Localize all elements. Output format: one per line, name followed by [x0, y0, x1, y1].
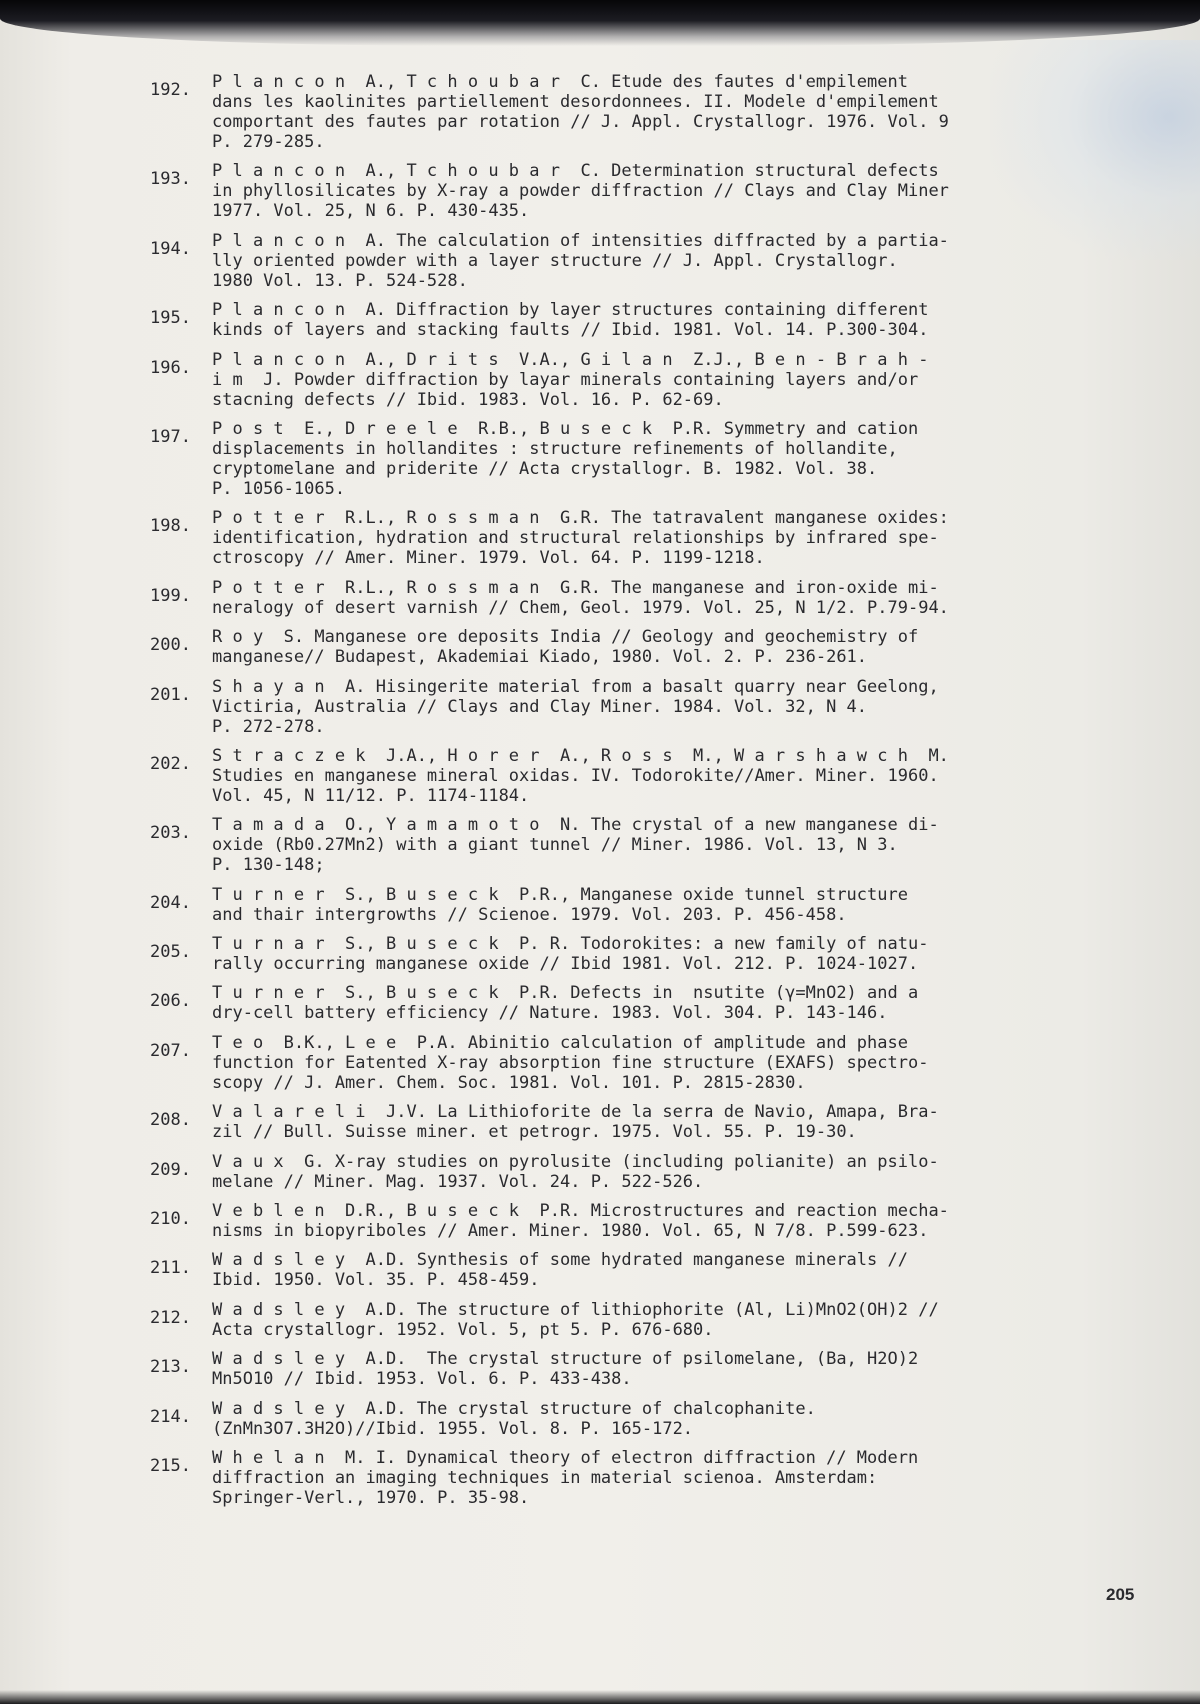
- reference-text: P o t t e r R.L., R o s s m a n G.R. The manganese and iron-oxide mi- neralogy of desert varnish // Chem, Geol. 1979. Vol. 25, N 1/2. P.79-94.: [212, 577, 949, 618]
- reference-number: 206.: [150, 991, 191, 1012]
- reference-text: P o t t e r R.L., R o s s m a n G.R. The tatravalent manganese oxides: identification, hydration and structural relationships by infrared spe- ctroscopy // Amer. Miner. 1979. Vol. 64. P. 1199-1218.: [212, 508, 949, 569]
- reference-item: [150, 1448, 1135, 1508]
- reference-item: [150, 1201, 1135, 1241]
- reference-item: [150, 508, 1135, 568]
- reference-text: T u r n a r S., B u s e c k P. R. Todorokites: a new family of natu- rally occurring manganese oxide // Ibid 1981. Vol. 212. P. 1024-1027.: [212, 934, 929, 975]
- reference-number: 199.: [150, 585, 191, 606]
- reference-number: 196.: [150, 357, 191, 378]
- reference-number: 210.: [150, 1209, 191, 1230]
- reference-item: [150, 161, 1135, 221]
- reference-text: W a d s l e y A.D. Synthesis of some hydrated manganese minerals // Ibid. 1950. Vol. 35. P. 458-459.: [212, 1250, 908, 1291]
- reference-number: 194.: [150, 238, 191, 259]
- reference-number: 204.: [150, 892, 191, 913]
- reference-number: 211.: [150, 1258, 191, 1279]
- reference-item: [150, 1152, 1135, 1192]
- reference-text: T u r n e r S., B u s e c k P.R., Manganese oxide tunnel structure and thair intergrowths // Scienoe. 1979. Vol. 203. P. 456-458.: [212, 884, 908, 925]
- reference-list: [150, 72, 1135, 1517]
- reference-number: 195.: [150, 308, 191, 329]
- reference-item: [150, 72, 1135, 152]
- reference-text: S h a y a n A. Hisingerite material from a basalt quarry near Geelong, Victiria, Australia // Clays and Clay Miner. 1984. Vol. 32, N 4. P. 272-278.: [212, 676, 939, 737]
- reference-number: 207.: [150, 1040, 191, 1061]
- reference-text: T a m a d a O., Y a m a m o t o N. The crystal of a new manganese di- oxide (Rb0.27Mn2) with a giant tunnel // Miner. 1986. Vol. 13, N 3. P. 130-148;: [212, 815, 939, 876]
- reference-text: V a u x G. X-ray studies on pyrolusite (including polianite) an psilo- melane // Miner. Mag. 1937. Vol. 24. P. 522-526.: [212, 1151, 939, 1192]
- reference-item: [150, 1102, 1135, 1142]
- reference-item: [150, 627, 1135, 667]
- reference-number: 215.: [150, 1455, 191, 1476]
- reference-text: W a d s l e y A.D. The structure of lithiophorite (Al, Li)MnO2(OH)2 // Acta crystallogr. 1952. Vol. 5, pt 5. P. 676-680.: [212, 1299, 939, 1340]
- reference-text: P o s t E., D r e e l e R.B., B u s e c k P.R. Symmetry and cation displacements in hollandites : structure refinements of hollandite, cryptomelane and priderite // Acta crystallogr. B. 1982. Vol. 38. P. 1056-1065.: [212, 418, 919, 499]
- reference-item: [150, 677, 1135, 737]
- reference-text: P l a n c o n A. Diffraction by layer structures containing different kinds of layers and stacking faults // Ibid. 1981. Vol. 14. P.300-304.: [212, 300, 929, 341]
- reference-number: 209.: [150, 1159, 191, 1180]
- reference-number: 202.: [150, 753, 191, 774]
- reference-item: [150, 746, 1135, 806]
- reference-number: 197.: [150, 426, 191, 447]
- reference-item: [150, 231, 1135, 291]
- reference-item: [150, 419, 1135, 499]
- reference-number: 213.: [150, 1357, 191, 1378]
- reference-text: V a l a r e l i J.V. La Lithioforite de la serra de Navio, Amapa, Bra- zil // Bull. Suisse miner. et petrogr. 1975. Vol. 55. P. 19-30.: [212, 1102, 939, 1143]
- reference-number: 208.: [150, 1110, 191, 1131]
- reference-item: [150, 1250, 1135, 1290]
- reference-text: W h e l a n M. I. Dynamical theory of electron diffraction // Modern diffraction an imaging techniques in material scienoa. Amsterdam: Springer-Verl., 1970. P. 35-98.: [212, 1447, 919, 1508]
- reference-item: [150, 1300, 1135, 1340]
- page-number: 205: [1106, 1585, 1135, 1604]
- reference-text: T e o B.K., L e e P.A. Abinitio calculation of amplitude and phase function for Eatented X-ray absorption fine structure (EXAFS) spectro- scopy // J. Amer. Chem. Soc. 1981. Vol. 101. P. 2815-2830.: [212, 1032, 929, 1093]
- reference-text: T u r n e r S., B u s e c k P.R. Defects in nsutite (γ=MnO2) and a dry-cell battery efficiency // Nature. 1983. Vol. 304. P. 143-146.: [212, 983, 919, 1024]
- bottom-edge: [0, 1690, 1200, 1704]
- reference-item: [150, 578, 1135, 618]
- reference-number: 205.: [150, 942, 191, 963]
- reference-number: 214.: [150, 1406, 191, 1427]
- reference-item: [150, 815, 1135, 875]
- reference-number: 200.: [150, 635, 191, 656]
- reference-item: [150, 1349, 1135, 1389]
- reference-item: [150, 983, 1135, 1023]
- reference-item: [150, 885, 1135, 925]
- reference-text: V e b l e n D.R., B u s e c k P.R. Microstructures and reaction mecha- nisms in biopyriboles // Amer. Miner. 1980. Vol. 65, N 7/8. P.599-623.: [212, 1201, 949, 1242]
- reference-text: P l a n c o n A. The calculation of intensities diffracted by a partia- lly oriented powder with a layer structure // J. Appl. Crystallogr. 1980 Vol. 13. P. 524-528.: [212, 230, 949, 291]
- reference-text: S t r a c z e k J.A., H o r e r A., R o s s M., W a r s h a w c h M. Studies en manganese mineral oxidas. IV. Todorokite//Amer. Miner. 1960. Vol. 45, N 11/12. P. 1174-1184.: [212, 745, 949, 806]
- reference-number: 201.: [150, 684, 191, 705]
- reference-item: [150, 1033, 1135, 1093]
- reference-text: R o y S. Manganese ore deposits India // Geology and geochemistry of manganese// Budapest, Akademiai Kiado, 1980. Vol. 2. P. 236-261.: [212, 627, 919, 668]
- reference-number: 198.: [150, 516, 191, 537]
- reference-number: 193.: [150, 169, 191, 190]
- reference-item: [150, 300, 1135, 340]
- reference-item: [150, 350, 1135, 410]
- reference-text: P l a n c o n A., T c h o u b a r C. Determination structural defects in phyllosilicates by X-ray a powder diffraction // Clays and Clay Miner 1977. Vol. 25, N 6. P. 430-435.: [212, 161, 949, 222]
- reference-number: 203.: [150, 823, 191, 844]
- reference-item: [150, 1399, 1135, 1439]
- reference-text: W a d s l e y A.D. The crystal structure of psilomelane, (Ba, H2O)2 Mn5O10 // Ibid. 1953. Vol. 6. P. 433-438.: [212, 1349, 919, 1390]
- reference-text: W a d s l e y A.D. The crystal structure of chalcophanite. (ZnMn3O7.3H2O)//Ibid. 1955. Vol. 8. P. 165-172.: [212, 1398, 816, 1439]
- reference-number: 192.: [150, 80, 191, 100]
- reference-text: P l a n c o n A., T c h o u b a r C. Etude des fautes d'empilement dans les kaolinites partiellement desordonnees. II. Modele d'empilement comportant des fautes par rotation // J. Appl. Crystallogr. 1976. Vol. 9 P. 279-285.: [212, 72, 949, 152]
- reference-number: 212.: [150, 1307, 191, 1328]
- reference-item: [150, 934, 1135, 974]
- reference-text: P l a n c o n A., D r i t s V.A., G i l a n Z.J., B e n - B r a h - i m J. Powder diffraction by layar minerals containing layers and/or stacning defects // Ibid. 1983. Vol. 16. P. 62-69.: [212, 349, 929, 410]
